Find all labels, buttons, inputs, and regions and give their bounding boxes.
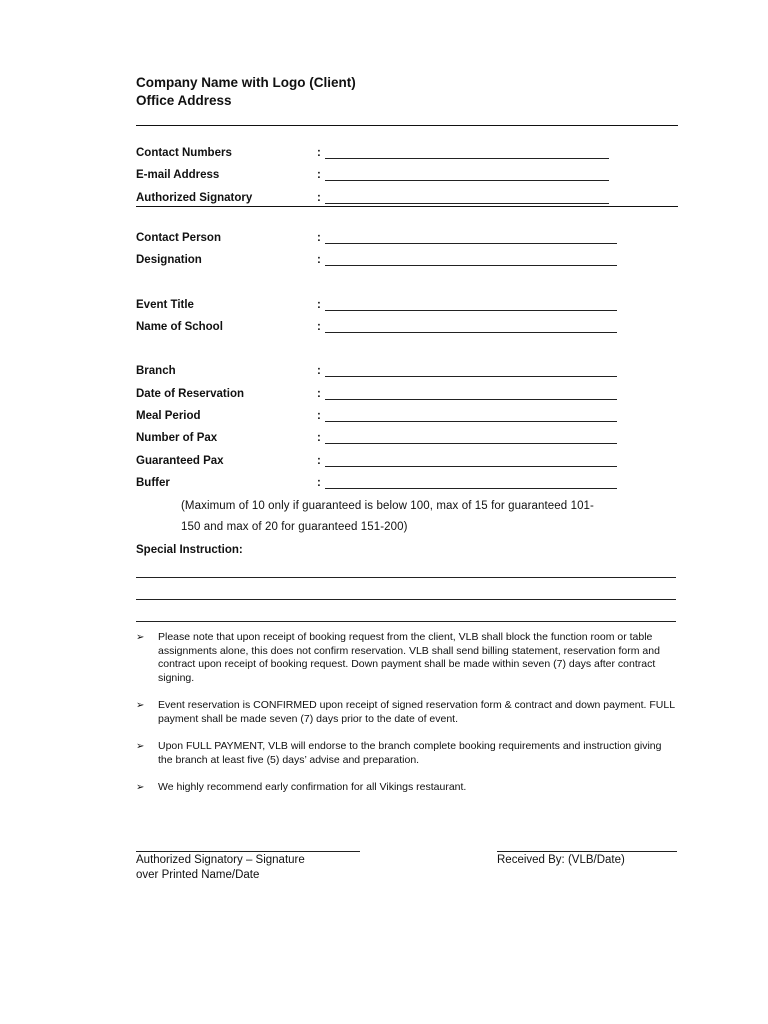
field-label-event-title: Event Title xyxy=(136,299,194,311)
designation-blank[interactable] xyxy=(325,265,617,266)
office-address: Office Address xyxy=(136,93,232,108)
email-address-blank[interactable] xyxy=(325,180,609,181)
signatory-signature-caption: Authorized Signatory – Signature over Printed Name/Date xyxy=(136,854,305,881)
field-label-branch: Branch xyxy=(136,365,176,377)
field-label-contact-person: Contact Person xyxy=(136,232,221,244)
field-label-email-address: E-mail Address xyxy=(136,169,220,181)
authorized-signatory-blank[interactable] xyxy=(325,203,609,204)
policy-note-early-confirmation: We highly recommend early confirmation for all Vikings restaurant. xyxy=(158,781,467,793)
field-colon: : xyxy=(317,410,321,422)
special-instruction-line[interactable] xyxy=(136,577,676,578)
field-colon: : xyxy=(317,321,321,333)
field-label-designation: Designation xyxy=(136,254,202,266)
contact-person-blank[interactable] xyxy=(325,243,617,244)
field-colon: : xyxy=(317,254,321,266)
field-colon: : xyxy=(317,388,321,400)
branch-blank[interactable] xyxy=(325,376,617,377)
buffer-blank[interactable] xyxy=(325,488,617,489)
arrow-bullet-icon: ➢ xyxy=(136,700,145,711)
name-of-school-blank[interactable] xyxy=(325,332,617,333)
special-instruction-line[interactable] xyxy=(136,621,676,622)
field-colon: : xyxy=(317,192,321,204)
event-title-blank[interactable] xyxy=(325,310,617,311)
field-colon: : xyxy=(317,299,321,311)
field-colon: : xyxy=(317,169,321,181)
field-label-number-of-pax: Number of Pax xyxy=(136,432,218,444)
guaranteed-pax-blank[interactable] xyxy=(325,466,617,467)
section-divider xyxy=(136,206,678,207)
field-label-date-of-reservation: Date of Reservation xyxy=(136,388,245,400)
field-label-guaranteed-pax: Guaranteed Pax xyxy=(136,455,224,467)
arrow-bullet-icon: ➢ xyxy=(136,741,145,752)
field-colon: : xyxy=(317,455,321,467)
signatory-signature-line[interactable] xyxy=(136,851,360,852)
field-label-contact-numbers: Contact Numbers xyxy=(136,147,232,159)
field-label-buffer: Buffer xyxy=(136,477,170,489)
field-colon: : xyxy=(317,147,321,159)
contact-numbers-blank[interactable] xyxy=(325,158,609,159)
arrow-bullet-icon: ➢ xyxy=(136,782,145,793)
date-of-reservation-blank[interactable] xyxy=(325,399,617,400)
policy-note-full-payment: Upon FULL PAYMENT, VLB will endorse to the branch complete booking requirements and instruction giving the branch at least five (5) days’ advise and preparation. xyxy=(158,740,662,766)
buffer-note-line-1: (Maximum of 10 only if guaranteed is below 100, max of 15 for guaranteed 101- xyxy=(181,500,594,512)
field-label-meal-period: Meal Period xyxy=(136,410,201,422)
received-by-line[interactable] xyxy=(497,851,677,852)
number-of-pax-blank[interactable] xyxy=(325,443,617,444)
buffer-note-line-2: 150 and max of 20 for guaranteed 151-200) xyxy=(181,521,408,533)
field-colon: : xyxy=(317,432,321,444)
policy-note-confirmation: Event reservation is CONFIRMED upon receipt of signed reservation form & contract and down payment. FULL payment shall be made seven (7) days prior to the date of event. xyxy=(158,699,675,725)
field-label-authorized-signatory: Authorized Signatory xyxy=(136,192,253,204)
received-by-caption: Received By: (VLB/Date) xyxy=(497,854,625,866)
company-name: Company Name with Logo (Client) xyxy=(136,75,356,90)
arrow-bullet-icon: ➢ xyxy=(136,632,145,643)
special-instruction-line[interactable] xyxy=(136,599,676,600)
field-colon: : xyxy=(317,477,321,489)
special-instruction-label: Special Instruction: xyxy=(136,544,243,556)
header-divider xyxy=(136,125,678,126)
meal-period-blank[interactable] xyxy=(325,421,617,422)
field-colon: : xyxy=(317,232,321,244)
field-label-name-of-school: Name of School xyxy=(136,321,223,333)
policy-note-booking: Please note that upon receipt of booking request from the client, VLB shall block the function room or table assignments alone, this does not confirm reservation. VLB shall send billing statement, reservation form and contract upon receipt of booking request. Down payment shall be made within seven (7) days after contract signing. xyxy=(158,631,660,684)
field-colon: : xyxy=(317,365,321,377)
